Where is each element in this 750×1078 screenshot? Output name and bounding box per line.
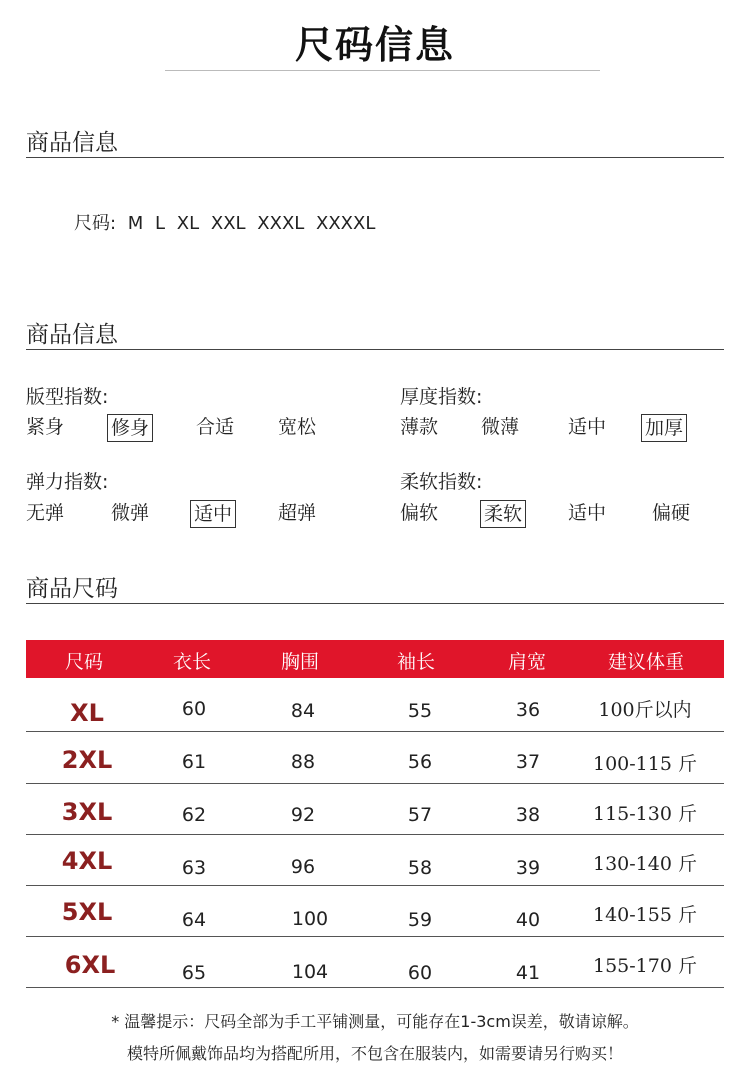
accessory-note: 模特所佩戴饰品均为搭配所用，不包含在服装内，如需要请另行购买！ (126, 1044, 623, 1063)
table-cell: 37 (515, 751, 541, 773)
fit-option: 合适 (196, 416, 235, 438)
elasticity-label: 弹力指数: (26, 471, 109, 493)
thickness-option: 薄款 (400, 416, 439, 438)
size-table-heading: 商品尺码 (26, 576, 118, 602)
table-header-cell: 袖长 (396, 651, 436, 673)
row-divider (26, 731, 724, 732)
table-cell: 63 (181, 857, 207, 879)
table-cell: 104 (291, 961, 329, 983)
table-cell: 64 (181, 909, 207, 931)
table-header-cell: 衣长 (172, 651, 212, 673)
table-cell: 55 (407, 700, 433, 722)
table-cell: 140-155 斤 (593, 904, 697, 926)
table-cell: 61 (181, 751, 207, 773)
elasticity-option: 超弹 (278, 502, 317, 524)
table-cell: 100 (291, 908, 329, 930)
table-cell: 155-170 斤 (593, 955, 697, 977)
elasticity-option: 无弹 (26, 502, 65, 524)
table-cell: 92 (290, 804, 316, 826)
table-cell-size: 3XL (61, 798, 113, 826)
table-cell: 41 (515, 962, 541, 984)
row-divider (26, 987, 724, 988)
table-cell: 96 (290, 856, 316, 878)
table-cell: 62 (181, 804, 207, 826)
table-cell: 59 (407, 909, 433, 931)
table-cell-size: XL (70, 699, 104, 727)
table-cell: 40 (515, 909, 541, 931)
softness-option: 偏软 (400, 502, 439, 524)
table-cell: 57 (407, 804, 433, 826)
table-header-cell: 肩宽 (507, 651, 547, 673)
table-header-cell: 建议体重 (607, 651, 685, 673)
product-info-heading: 商品信息 (26, 130, 118, 156)
table-cell: 38 (515, 804, 541, 826)
table-cell: 60 (407, 962, 433, 984)
softness-option-selected: 柔软 (480, 500, 526, 528)
row-divider (26, 936, 724, 937)
table-cell: 84 (290, 700, 316, 722)
elasticity-option-selected: 适中 (190, 500, 236, 528)
table-cell: 36 (515, 699, 541, 721)
softness-label: 柔软指数: (400, 471, 483, 493)
thickness-option: 适中 (568, 416, 607, 438)
table-cell: 100-115 斤 (593, 753, 697, 775)
elasticity-option: 微弹 (111, 502, 150, 524)
table-cell-size: 5XL (61, 898, 113, 926)
softness-option: 偏硬 (652, 502, 691, 524)
fit-label: 版型指数: (26, 386, 109, 408)
fit-option-selected: 修身 (107, 414, 153, 442)
table-cell: 115-130 斤 (593, 803, 697, 825)
table-cell-size: 4XL (61, 847, 113, 875)
row-divider (26, 885, 724, 886)
fit-option: 紧身 (26, 416, 65, 438)
table-cell: 60 (181, 698, 207, 720)
section-divider (26, 349, 724, 350)
table-header-cell: 尺码 (64, 651, 104, 673)
page-title: 尺码信息 (294, 23, 455, 67)
table-cell: 39 (515, 857, 541, 879)
thickness-label: 厚度指数: (400, 386, 483, 408)
section-divider (26, 157, 724, 158)
table-cell: 88 (290, 751, 316, 773)
table-cell: 58 (407, 857, 433, 879)
thickness-option-selected: 加厚 (641, 414, 687, 442)
title-divider (165, 70, 600, 71)
table-cell: 65 (181, 962, 207, 984)
fit-option: 宽松 (278, 416, 317, 438)
table-cell: 130-140 斤 (593, 853, 697, 875)
table-header-cell: 胸围 (280, 651, 320, 673)
sizes-list: 尺码: M L XL XXL XXXL XXXXL (74, 213, 376, 234)
row-divider (26, 834, 724, 835)
table-cell-size: 2XL (61, 746, 113, 774)
size-note: * 温馨提示：尺码全部为手工平铺测量，可能存在1-3cm误差，敬请谅解。 (111, 1012, 639, 1031)
thickness-option: 微薄 (481, 416, 520, 438)
softness-option: 适中 (568, 502, 607, 524)
row-divider (26, 783, 724, 784)
section-divider (26, 603, 724, 604)
table-cell: 56 (407, 751, 433, 773)
product-info-heading-2: 商品信息 (26, 322, 118, 348)
table-cell-size: 6XL (64, 951, 116, 979)
table-cell: 100斤以内 (598, 699, 692, 721)
